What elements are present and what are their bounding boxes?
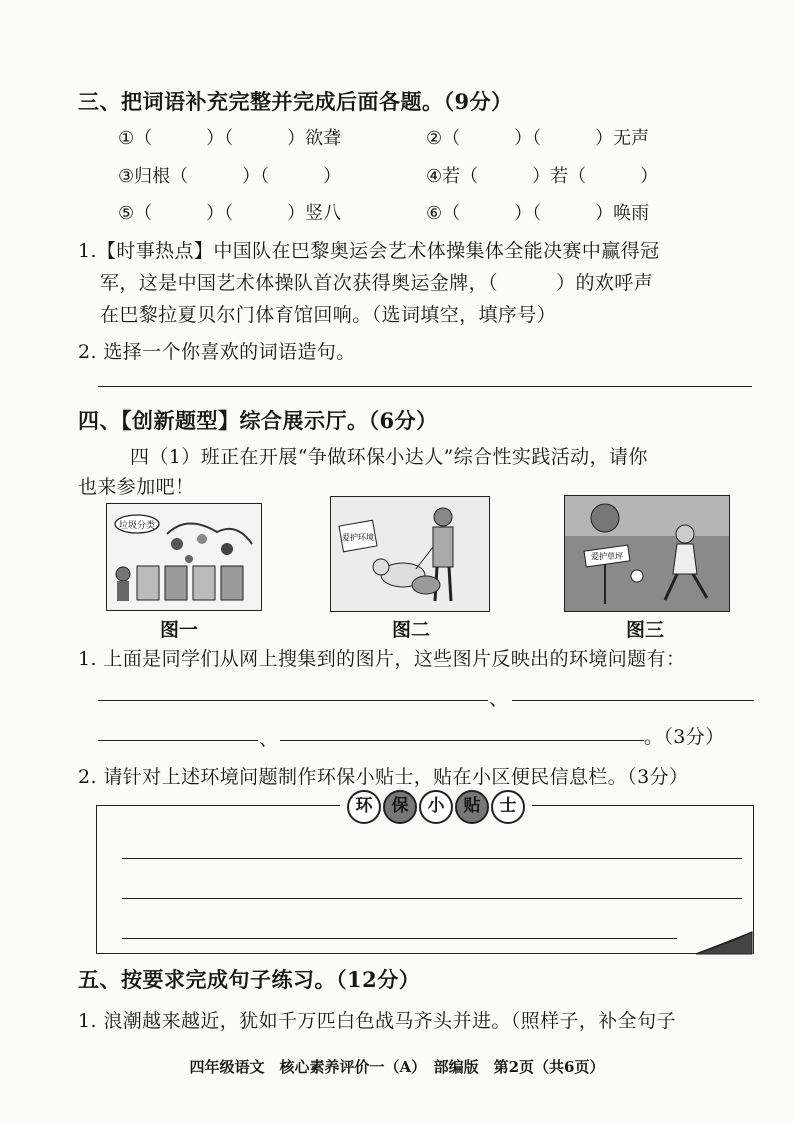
figure-3-label: 爱护草坪: [591, 552, 623, 561]
figure-3-image: [564, 495, 730, 612]
idiom-4: ④若（ ）若（ ）: [426, 166, 659, 187]
idiom-6: ⑥（ ）（ ）唤雨: [426, 203, 650, 224]
s4-q1-blank-2[interactable]: [512, 700, 754, 701]
page-footer: 四年级语文 核心素养评价一（A） 部编版 第2页（共6页）: [189, 1058, 605, 1076]
s3-q1-line2: 军，这是中国艺术体操队首次获得奥运金牌，（ ）的欢呼声: [100, 272, 654, 294]
tips-title-char: 小: [419, 790, 453, 824]
s4-q1-blank-1[interactable]: [98, 700, 488, 701]
s5-q1: 1. 浪潮越来越近，犹如千万匹白色战马齐头并进。（照样子，补全句子: [78, 1010, 676, 1032]
s4-intro-line1: 四（1）班正在开展“争做环保小达人”综合性实践活动，请你: [130, 446, 648, 468]
idiom-3: ③归根（ ）（ ）: [118, 166, 342, 187]
figure-1-label: 垃圾分类: [118, 521, 156, 531]
s4-intro-line2: 也来参加吧！: [78, 476, 195, 498]
tips-board-bottom: [96, 953, 696, 954]
page-curl-icon: [694, 930, 754, 956]
tips-title-char: 环: [347, 790, 381, 824]
s4-q1: 1. 上面是同学们从网上搜集到的图片，这些图片反映出的环境问题有：: [78, 648, 686, 670]
s4-q2: 2. 请针对上述环境问题制作环保小贴士，贴在小区便民信息栏。（3分）: [78, 766, 689, 788]
s3-q1-line3: 在巴黎拉夏贝尔门体育馆回响。（选词填空，填序号）: [100, 304, 557, 326]
tips-line-1[interactable]: [122, 858, 742, 859]
s3-q2: 2. 选择一个你喜欢的词语造句。: [78, 341, 356, 363]
figure-3-caption: 图三: [626, 619, 665, 641]
s4-q1-blank-4[interactable]: [280, 740, 644, 741]
s3-q2-answer-line[interactable]: [98, 386, 752, 387]
tips-title-char: 贴: [455, 790, 489, 824]
idiom-1: ①（ ）（ ）欲聋: [118, 128, 342, 149]
s4-q1-end: 。（3分）: [644, 726, 725, 748]
section4-heading: 四、【创新题型】综合展示厅。（6分）: [78, 408, 438, 433]
idiom-5: ⑤（ ）（ ）竖八: [118, 203, 342, 224]
tips-title-char: 保: [383, 790, 417, 824]
tips-line-3[interactable]: [122, 938, 677, 939]
s3-q1-line1: 1.【时事热点】中国队在巴黎奥运会艺术体操集体全能决赛中赢得冠: [78, 240, 660, 262]
tips-title-char: 士: [491, 790, 525, 824]
section3-heading: 三、把词语补充完整并完成后面各题。（9分）: [78, 89, 513, 114]
tips-title: [340, 790, 532, 824]
figure-2-caption: 图二: [392, 619, 431, 641]
s4-q1-sep2: 、: [259, 728, 279, 750]
figure-1-caption: 图一: [160, 619, 199, 641]
s4-q1-blank-3[interactable]: [98, 740, 258, 741]
figure-2-label: 爱护环境: [342, 533, 374, 542]
idiom-2: ②（ ）（ ）无声: [426, 128, 650, 149]
tips-board: [96, 805, 754, 954]
figure-2-image: [330, 496, 490, 612]
section5-heading: 五、按要求完成句子练习。（12分）: [78, 967, 421, 992]
tips-line-2[interactable]: [122, 898, 742, 899]
s4-q1-sep1: 、: [489, 688, 509, 710]
figure-1-image: [106, 503, 262, 611]
